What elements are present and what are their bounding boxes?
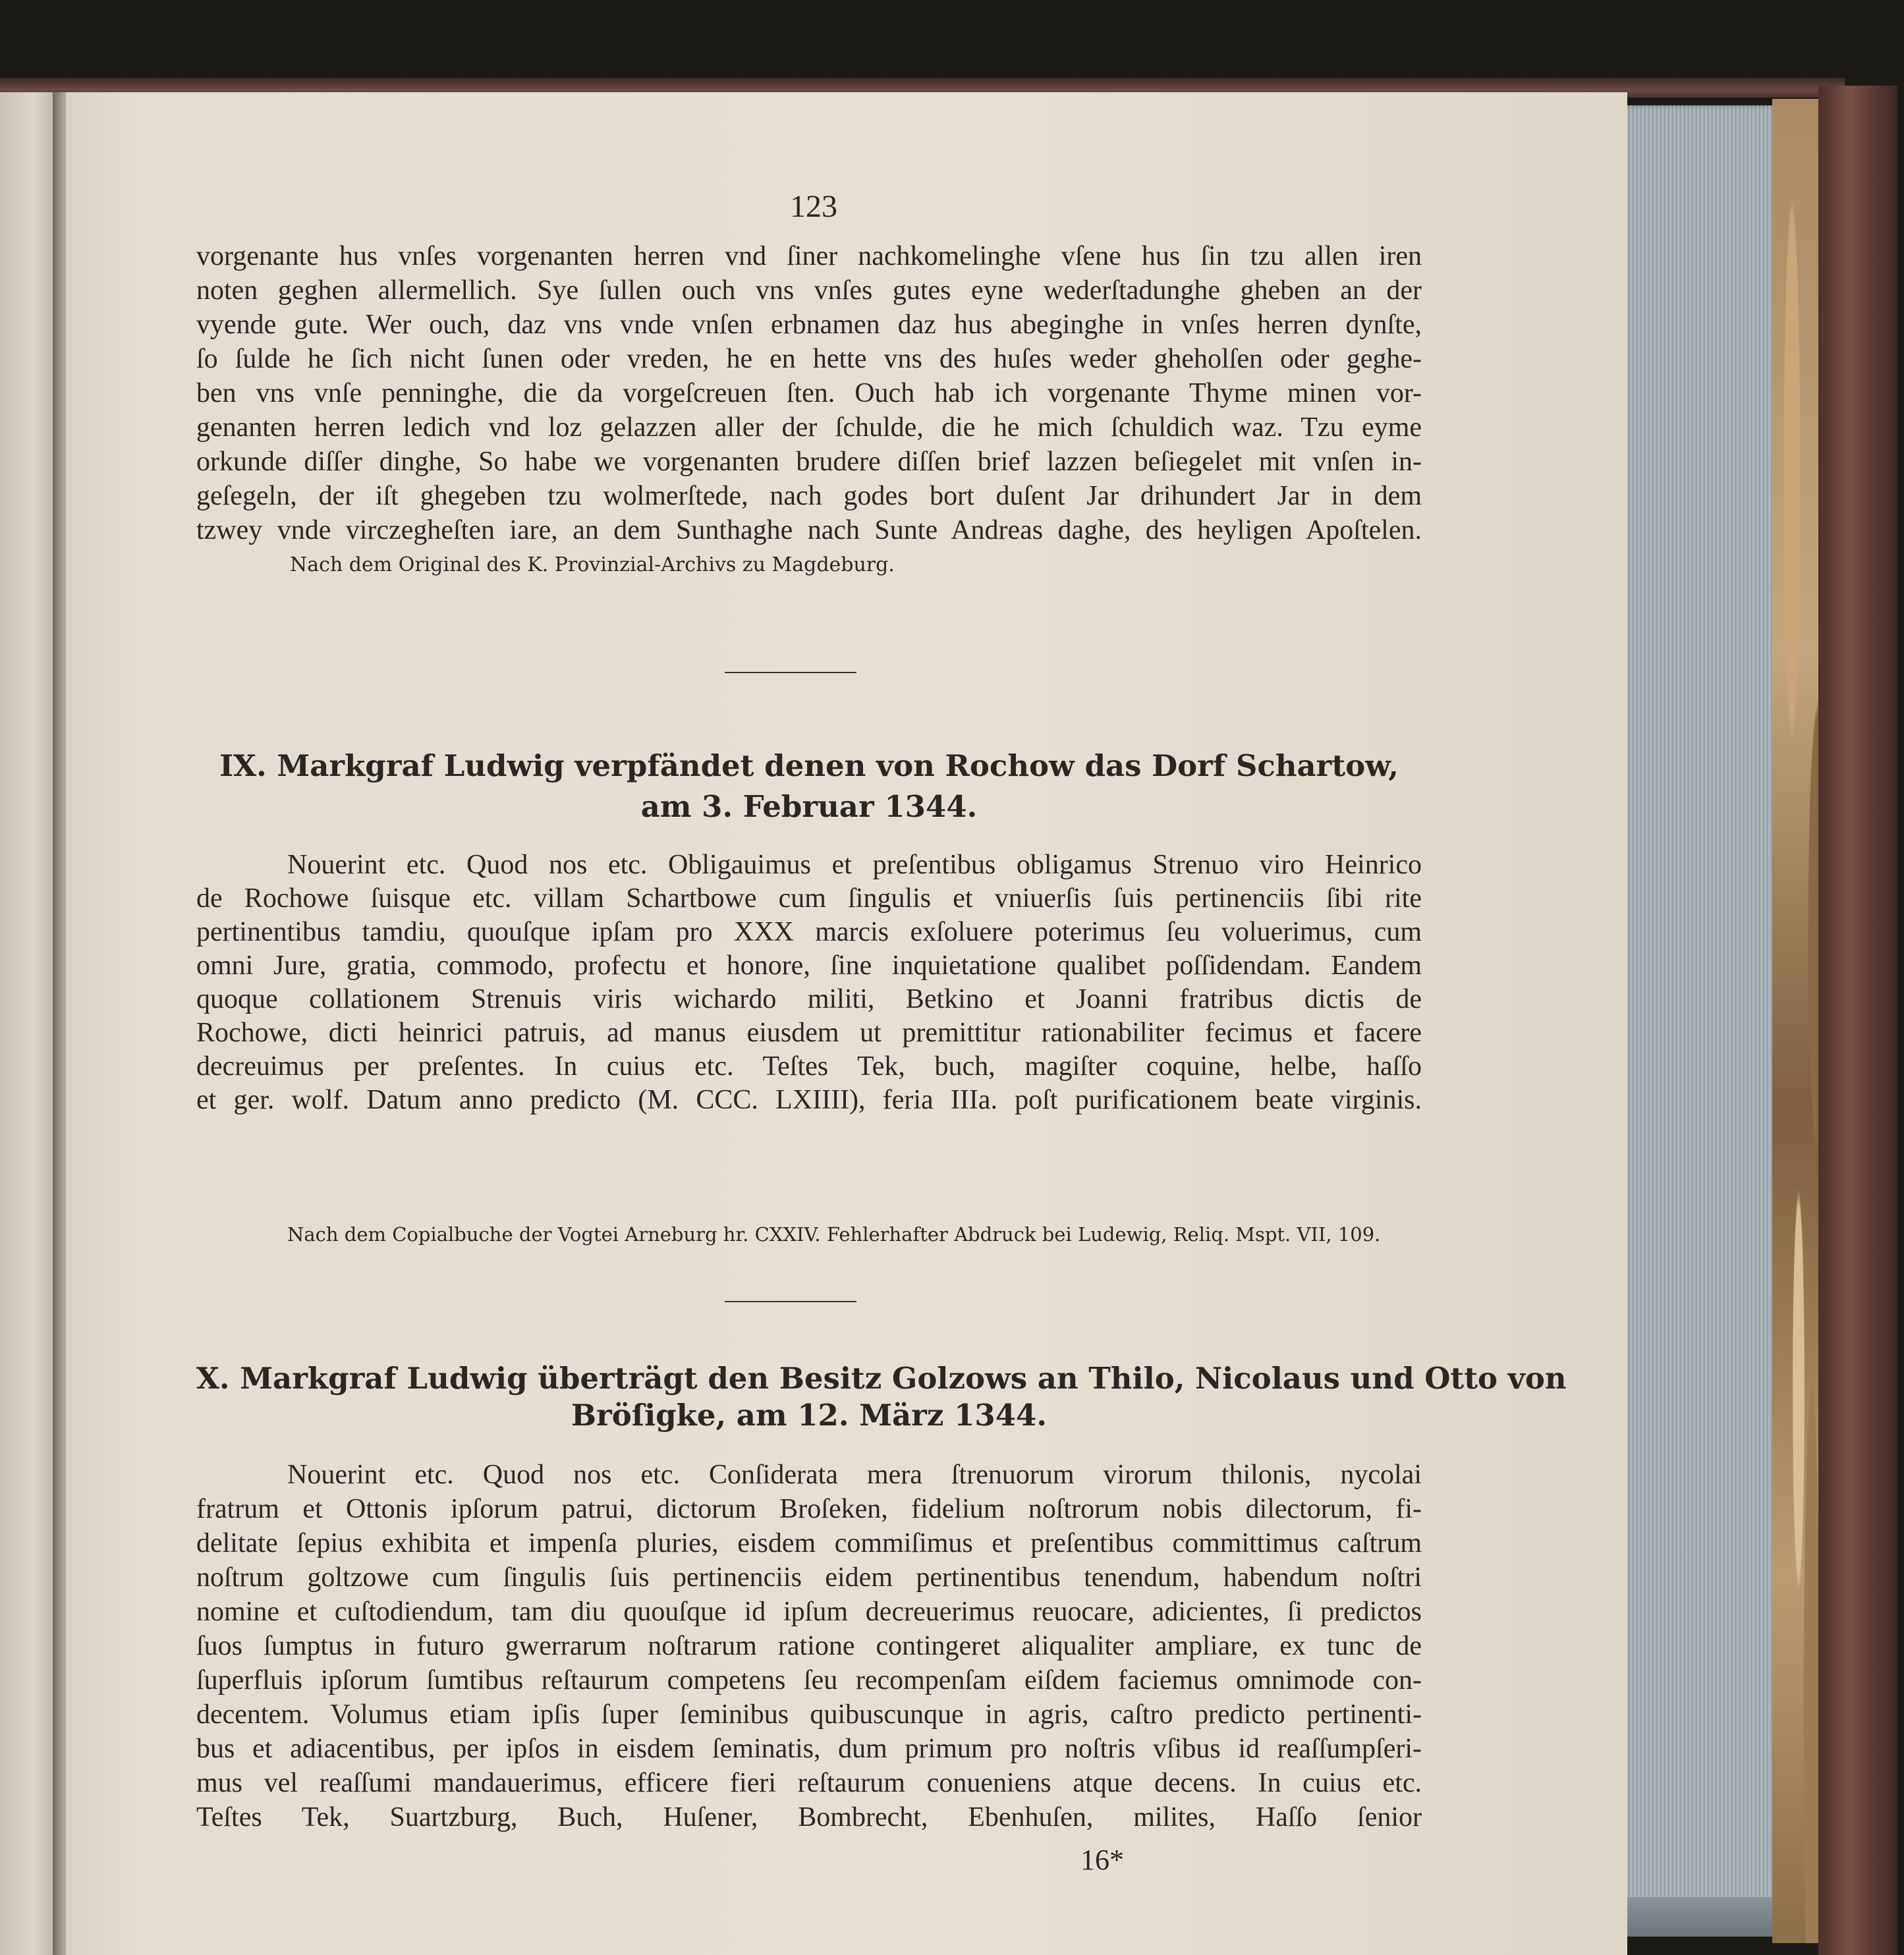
text-line: decreuimus per preſentes. In cuius etc. Teſtes Tek, buch, magiſter coquine, helbe, haſſo bbox=[196, 1051, 1422, 1082]
page-edges bbox=[1617, 105, 1776, 1937]
text-line: ben vns vnſe penninghe, die da vorgeſcreuen ſten. Ouch hab ich vorgenante Thyme minen vor- bbox=[196, 378, 1422, 408]
book-spine bbox=[1818, 86, 1897, 1955]
text-line: mus vel reaſſumi mandauerimus, efficere fieri reſtaurum conueniens atque decens. In cuius etc. bbox=[196, 1768, 1422, 1798]
text-line: noſtrum goltzowe cum ſingulis ſuis pertinenciis eidem pertinentibus tenendum, habendum noſtri bbox=[196, 1562, 1422, 1593]
text-line: ſuos ſumptus in futuro gwerrarum noſtrarum ratione contingeret aliqualiter ampliare, ex tunc de bbox=[196, 1631, 1422, 1661]
section-heading: X. Markgraf Ludwig überträgt den Besitz Golzows an Thilo, Nicolaus und Otto von bbox=[196, 1361, 1567, 1396]
text-line: genanten herren ledich vnd loz gelazzen aller der ſchulde, die he mich ſchuldich waz. Tzu eyme bbox=[196, 412, 1422, 443]
text-line: vorgenante hus vnſes vorgenanten herren vnd ſiner nachkomelinghe vſene hus ſin tzu allen iren bbox=[196, 241, 1422, 271]
signature-mark: 16* bbox=[1080, 1844, 1124, 1876]
text-line: Nouerint etc. Quod nos etc. Obligauimus et preſentibus obligamus Strenuo viro Heinrico bbox=[287, 850, 1422, 880]
text-line: geſegeln, der iſt ghegeben tzu wolmerſtede, nach godes bort duſent Jar drihundert Jar in dem bbox=[196, 481, 1422, 511]
text-line: tzwey vnde virczegheſten iare, an dem Sunthaghe nach Sunte Andreas daghe, des heyligen Apoſtelen. bbox=[196, 515, 1422, 545]
text-line: quoque collationem Strenuis viris wichardo militi, Betkino et Joanni fratribus dictis de bbox=[196, 984, 1422, 1014]
source-note: Nach dem Original des K. Provinzial-Archivs zu Magdeburg. bbox=[290, 553, 895, 576]
page-number: 123 bbox=[790, 189, 837, 224]
text-line: vyende gute. Wer ouch, daz vns vnde vnſen erbnamen daz hus abeginghe in vnſes herren dynſte, bbox=[196, 310, 1422, 340]
section-heading-date: am 3. Februar 1344. bbox=[640, 789, 978, 824]
text-line: decentem. Volumus etiam ipſis ſuper ſeminibus quibuscunque in agris, caſtro predicto pertinenti- bbox=[196, 1699, 1422, 1730]
section-heading-date: Bröſigke, am 12. März 1344. bbox=[571, 1398, 1048, 1433]
section-divider bbox=[725, 1301, 856, 1302]
text-line: omni Jure, gratia, commodo, profectu et honore, ſine inquietatione qualibet poſſidendam. Eandem bbox=[196, 950, 1422, 981]
text-line: pertinentibus tamdiu, quouſque ipſam pro XXX marcis exſoluere poterimus ſeu voluerimus, cum bbox=[196, 917, 1422, 947]
book-page bbox=[66, 92, 1627, 1955]
source-note: Nach dem Copialbuche der Vogtei Arneburg hr. CXXIV. Fehlerhafter Abdruck bei Ludewig, Reliq. Mspt. VII, 109. bbox=[287, 1223, 1381, 1246]
text-line: de Rochowe ſuisque etc. villam Schartbowe cum ſingulis et vniuerſis ſuis pertinenciis ſibi rite bbox=[196, 883, 1422, 914]
text-line: noten geghen allermellich. Sye ſullen ouch vns vnſes gutes eyne wederſtadunghe gheben an der bbox=[196, 275, 1422, 306]
text-line: nomine et cuſtodiendum, tam diu quouſque id ipſum decreuerimus reuocare, adicientes, ſi predictos bbox=[196, 1597, 1422, 1627]
text-line: bus et adiacentibus, per ipſos in eisdem ſeminatis, dum primum pro noſtris vſibus id reaſſumpſeri- bbox=[196, 1734, 1422, 1764]
text-line: et ger. wolf. Datum anno predicto (M. CCC. LXIIII), feria IIIa. poſt purificationem beate virginis. bbox=[196, 1085, 1422, 1115]
text-line: Teſtes Tek, Suartzburg, Buch, Huſener, Bombrecht, Ebenhuſen, milites, Haſſo ſenior bbox=[196, 1802, 1422, 1832]
text-line: ſuperfluis ipſorum ſumtibus reſtaurum competens ſeu recompenſam eiſdem faciemus omnimode con- bbox=[196, 1665, 1422, 1695]
left-facing-page bbox=[0, 92, 61, 1955]
text-line: orkunde diſſer dinghe, So habe we vorgenanten brudere diſſen brief lazzen beſiegelet mit vnſen in- bbox=[196, 447, 1422, 477]
text-line: Nouerint etc. Quod nos etc. Conſiderata mera ſtrenuorum virorum thilonis, nycolai bbox=[287, 1460, 1422, 1490]
section-heading: IX. Markgraf Ludwig verpfändet denen von Rochow das Dorf Schartow, bbox=[219, 748, 1399, 783]
text-line: delitate ſepius exhibita et impenſa pluries, eisdem commiſimus et preſentibus committimus caſtrum bbox=[196, 1528, 1422, 1558]
text-line: Rochowe, dicti heinrici patruis, ad manus eiusdem ut premittitur rationabiliter fecimus et facere bbox=[196, 1018, 1422, 1048]
text-line: fratrum et Ottonis ipſorum patrui, dictorum Broſeken, fidelium noſtrorum nobis dilectorum, fi- bbox=[196, 1494, 1422, 1524]
text-line: ſo ſulde he ſich nicht ſunen oder vreden, he en hette vns des huſes weder gheholſen oder geghe- bbox=[196, 344, 1422, 374]
section-divider bbox=[725, 672, 856, 673]
